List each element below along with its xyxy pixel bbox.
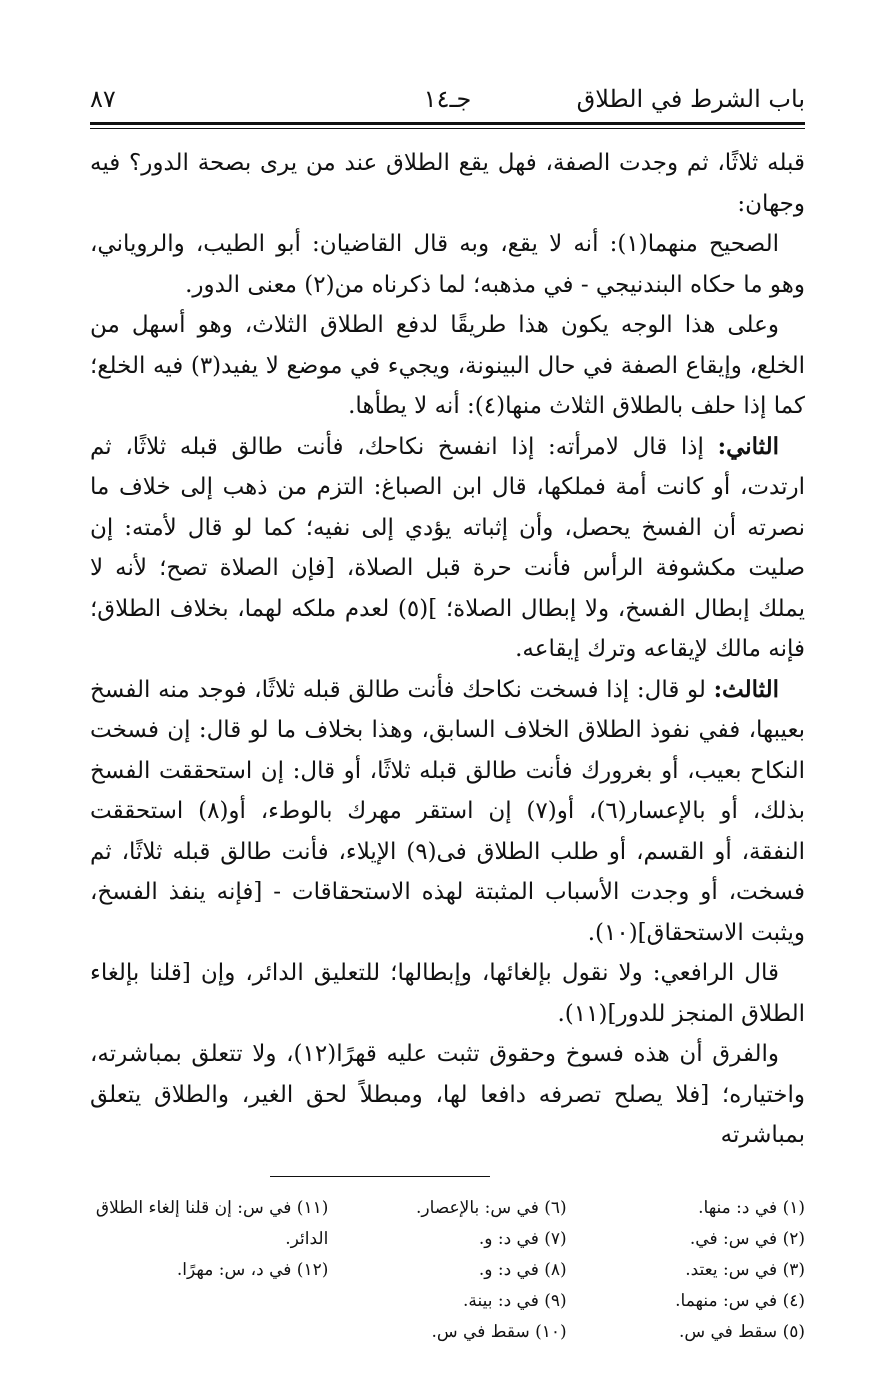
header-rule-thin [90,128,805,129]
footnote: (٢) في س: في. [689,1228,805,1249]
paragraph-5: الثالث: لو قال: إذا فسخت نكاحك فأنت طالق قبله ثلاثًا، فوجد منه الفسخ بعيبها، ففي نفوذ الطلاق الخلاف السابق، وهذا بخلاف ما لو قال: إن فسخت النكاح بعيب، أو بغرورك فأنت طالق قبله ثلاثًا، أو قال: إن استحققت الفسخ بذلك، أو بالإعسار(٦)، أو(٧) إن استقر مهرك بالوطء، أو(٨) استحققت النفقة، أو القسم، أو طلب الطلاق فى(٩) الإيلاء، فأنت طالق قبله ثلاثًا، ثم فسخت، أو وجدت الأسباب المثبتة لهذه الاستحقاقات - [فإنه ينفذ الفسخ، ويثبت الاستحقاق](١٠). [90,675,805,946]
footnote: (٣) في س: يعتد. [685,1259,805,1280]
footnote: (٤) في س: منهما. [675,1290,805,1311]
volume-label: جـ١٤ [423,85,472,113]
body-text [90,143,805,1156]
paragraph-3: وعلى هذا الوجه يكون هذا طريقًا لدفع الطلاق الثلاث، وهو أسهل من الخلع، وإيقاع الصفة في حال البينونة، ويجيء في موضع لا يفيد(٣) فيه الخلع؛ كما إذا حلف بالطلاق الثلاث منها(٤): أنه لا يطأها. [90,312,805,419]
paragraph-6: قال الرافعي: ولا نقول بإلغائها، وإبطالها؛ للتعليق الدائر، وإن [قلنا بإلغاء الطلاق المنجز للدور](١١). [90,960,805,1027]
footnote: (٧) في د: و. [478,1228,567,1249]
footnote: (١) في د: منها. [698,1197,805,1218]
paragraph-lead: الثالث: [713,675,779,703]
footnote-column-2 [328,1193,566,1348]
paragraph-1: قبله ثلاثًا، ثم وجدت الصفة، فهل يقع الطلاق عند من يرى بصحة الدور؟ فيه وجهان: [90,150,805,217]
footnote: (١٢) في د، س: مهرًا. [176,1259,329,1280]
page-number: ٨٧ [90,85,116,113]
footnote: (١١) في س: إن قلنا إلغاء الطلاق الدائر. [95,1197,329,1249]
paragraph-lead: الثاني: [717,432,779,460]
footnote-column-3 [90,1193,328,1348]
footnote: (٨) في د: و. [478,1259,567,1280]
chapter-title: باب الشرط في الطلاق [576,85,805,113]
footnote-divider [270,1176,490,1177]
footnote-column-1 [567,1193,805,1348]
header-rule-thick [90,122,805,125]
footnote: (٦) في س: بالإعصار. [415,1197,567,1218]
footnote: (٩) في د: بينة. [462,1290,567,1311]
footnote-divider-wrap [90,1176,805,1177]
running-header [90,74,805,118]
paragraph-2: الصحيح منهما(١): أنه لا يقع، وبه قال القاضيان: أبو الطيب، والروياني، وهو ما حكاه البندنيجي - في مذهبه؛ لما ذكرناه من(٢) معنى الدور. [90,231,805,298]
paragraph-7: والفرق أن هذه فسوخ وحقوق تثبت عليه قهرًا(١٢)، ولا تتعلق بمباشرته، واختياره؛ [فلا يصلح تصرفه دافعا لها، ومبطلاً لحق الغير، والطلاق يتعلق بمباشرته [90,1041,805,1148]
footnotes [90,1193,805,1348]
footnote: (٥) سقط في س. [678,1321,805,1342]
paragraph-4: الثاني: إذا قال لامرأته: إذا انفسخ نكاحك، فأنت طالق قبله ثلاثًا، ثم ارتدت، أو كانت أمة فملكها، قال ابن الصباغ: التزم من ذهب إلى خلاف ما نصرته أن الفسخ يحصل، وأن إثباته يؤدي إلى نفيه؛ كما لو قال لأمته: إن صليت مكشوفة الرأس فأنت حرة قبل الصلاة، [فإن الصلاة تصح؛ لأنه لا يملك إبطال الفسخ، ولا إبطال الصلاة؛ ](٥) لعدم ملكه لهما، بخلاف الطلاق؛ فإنه مالك لإيقاعه وترك إيقاعه. [90,432,805,662]
footnote: (١٠) سقط في س. [431,1321,567,1342]
